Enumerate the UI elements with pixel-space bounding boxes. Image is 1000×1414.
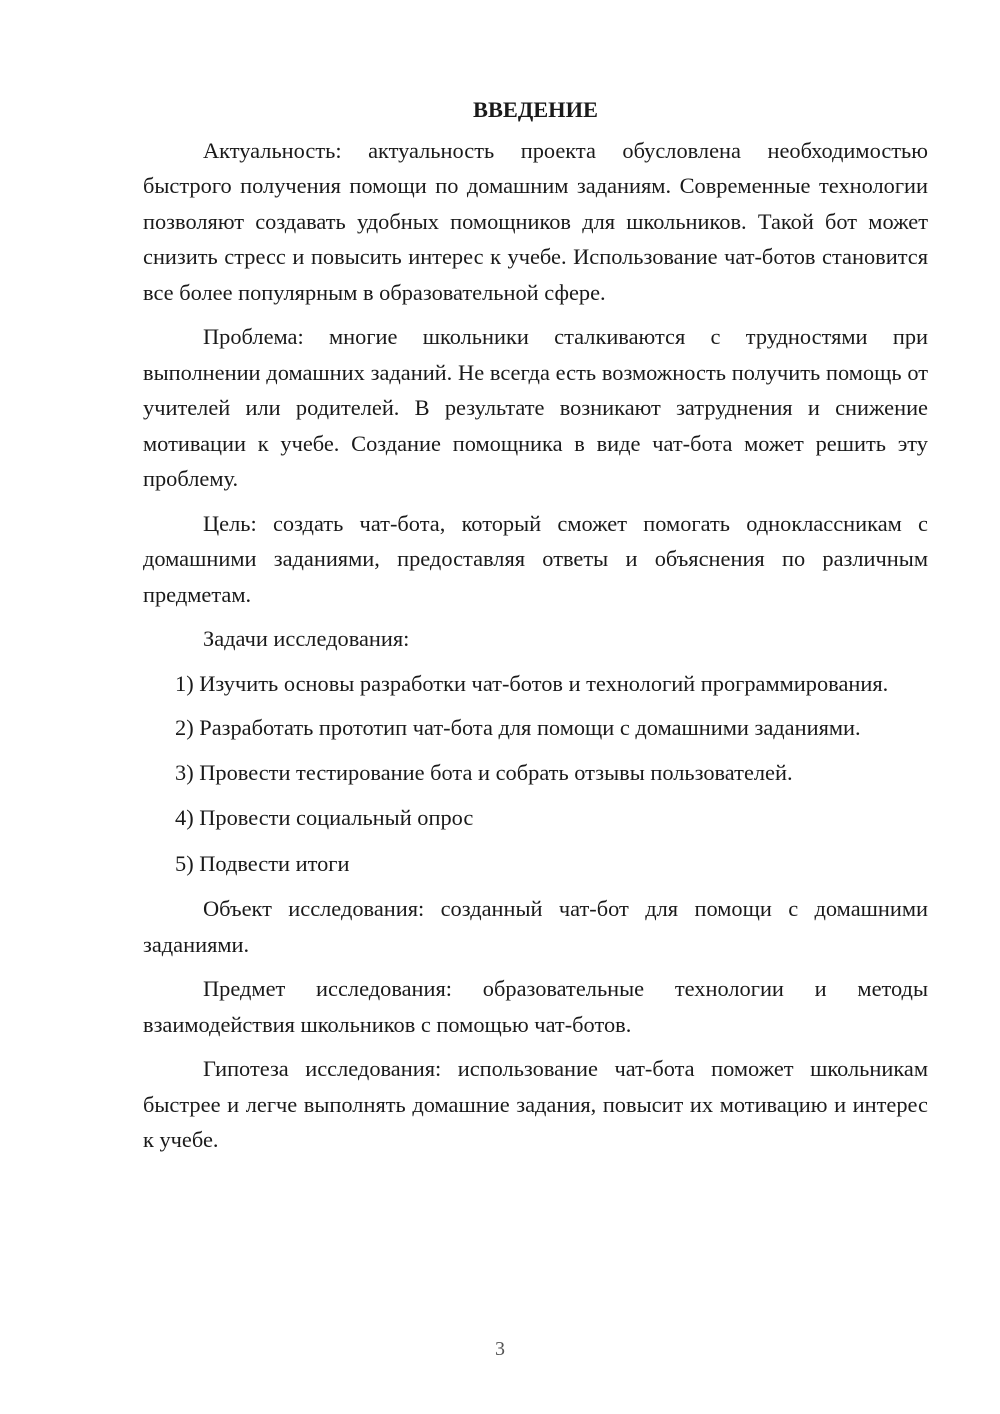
tasks-heading: Задачи исследования: [203, 626, 410, 651]
paragraph-object: Объект исследования: созданный чат-бот для помощи с домашними заданиями. [143, 896, 928, 957]
paragraph-hypothesis: Гипотеза исследования: использование чат-бота поможет школьникам быстрее и легче выполнять домашние задания, повысит их мотивацию и интерес к учебе. [143, 1056, 928, 1152]
task-item-1: 1) Изучить основы разработки чат-ботов и технологий программирования. [175, 670, 889, 696]
page-title: ВВЕДЕНИЕ [473, 97, 598, 122]
task-item-5: 5) Подвести итоги [175, 850, 350, 876]
page-number: 3 [495, 1338, 505, 1360]
task-item-2: 2) Разработать прототип чат-бота для помощи с домашними заданиями. [175, 715, 861, 740]
task-item-4: 4) Провести социальный опрос [175, 805, 474, 830]
paragraph-subject: Предмет исследования: образовательные технологии и методы взаимодействия школьников с помощью чат-ботов. [143, 976, 928, 1037]
paragraph-relevance: Актуальность: актуальность проекта обусловлена необходимостью быстрого получения помощи по домашним заданиям. Современные технологии позволяют создавать удобных помощников для школьников. Такой бот может снизить стресс и повысить интерес к учебе. Использование чат-ботов становится все более популярным в образовательной сфере. [143, 137, 928, 305]
page-content [143, 92, 928, 1167]
paragraph-goal: Цель: создать чат-бота, который сможет помогать одноклассникам с домашними заданиями, предоставляя ответы и объяснения по различным предметам. [143, 510, 928, 607]
task-item-3: 3) Провести тестирование бота и собрать отзывы пользователей. [175, 759, 793, 785]
paragraph-problem: Проблема: многие школьники сталкиваются с трудностями при выполнении домашних заданий. Не всегда есть возможность получить помощь от учителей или родителей. В результате возникают затруднения и снижение мотивации к учебе. Создание помощника в виде чат-бота может решить эту проблему. [143, 324, 928, 491]
